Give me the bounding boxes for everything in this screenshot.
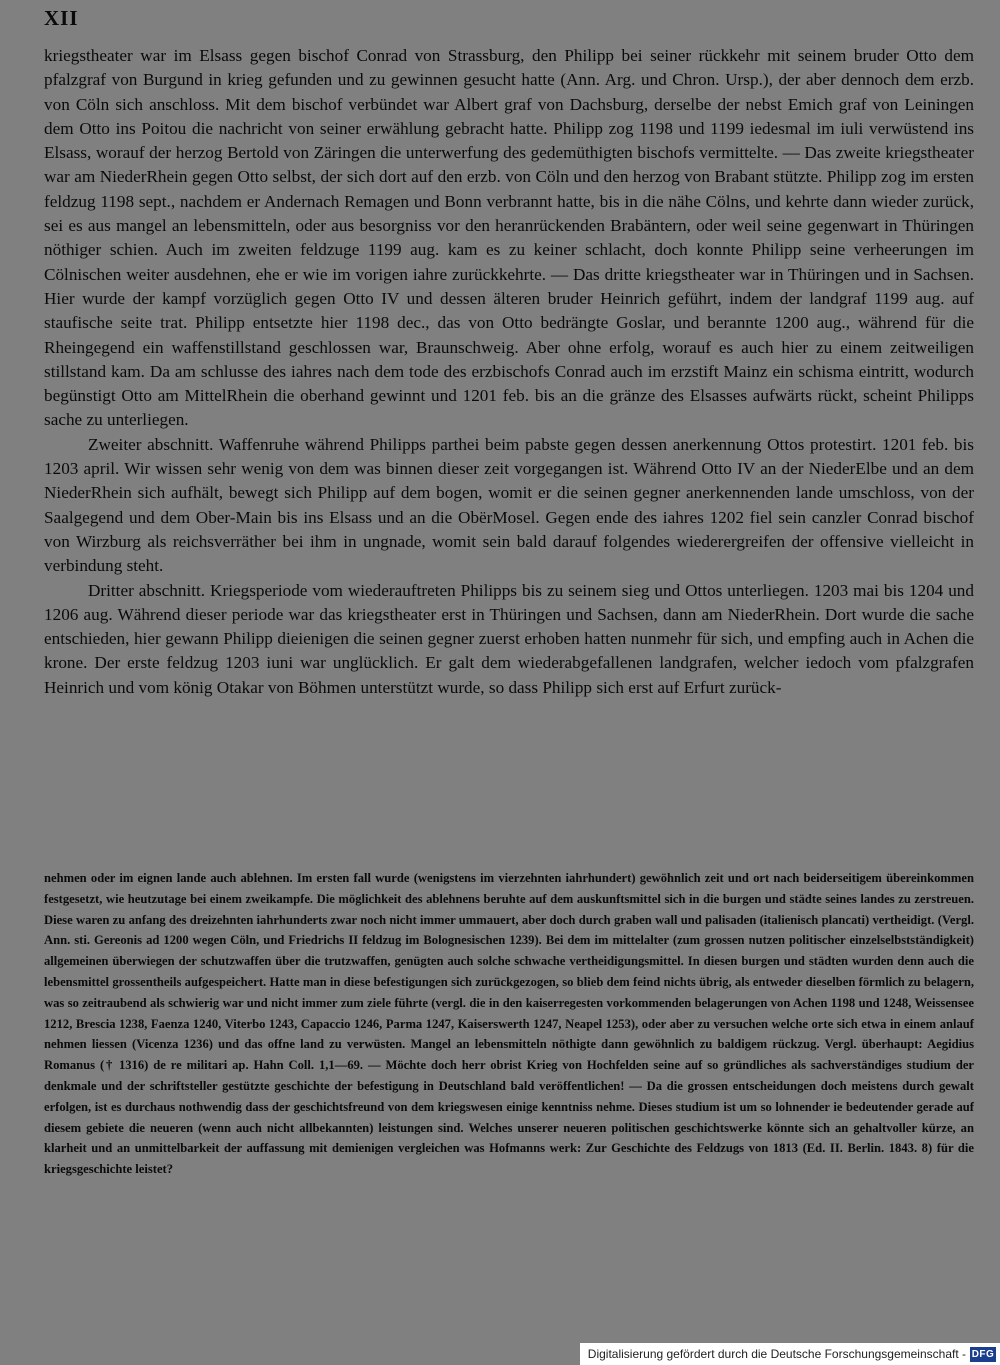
paragraph-1: kriegstheater war im Elsass gegen bischof Conrad von Strassburg, den Philipp bei seiner rückkehr mit seinem bruder Otto dem pfalzgraf von Burgund in krieg gefunden und zu gewinnen gesucht hatte (Ann. Arg. und Chron. Ursp.), der aber dennoch dem erzb. von Cöln sich anschloss. Mit dem bischof verbündet war Albert graf von Dachsburg, derselbe der nebst Emich graf von Leiningen dem Otto ins Poitou die nachricht von seiner erwählung gebracht hatte. Philipp zog 1198 und 1199 iedesmal im iuli verwüstend ins Elsass, worauf der herzog Bertold von Zäringen die unterwerfung des gedemüthigten bischofs vermittelte. — Das zweite kriegstheater war am NiederRhein gegen Otto selbst, der sich dort auf den erzb. von Cöln und den herzog von Brabant stützte. Philipp zog im ersten feldzug 1198 sept., nachdem er Andernach Remagen und Bonn verbrannt hatte, bis in die nähe Cölns, und kehrte dann wieder zurück, sei es aus mangel an lebensmitteln, oder aus besorgniss vor den heranrückenden Brabäntern, oder weil seine gegenwart in Thüringen nöthiger schien. Auch im zweiten feldzuge 1199 aug. kam es zu keiner schlacht, doch konnte Philipp seine verheerungen im Cölnischen weiter ausdehnen, ehe er wie im vorigen iahre zurückkehrte. — Das dritte kriegstheater war in Thüringen und in Sachsen. Hier wurde der kampf vorzüglich gegen Otto IV und dessen älteren bruder Heinrich geführt, indem der landgraf 1199 aug. auf staufische seite trat. Philipp entsetzte hier 1198 dec., das von Otto bedrängte Goslar, und berannte 1200 aug., während für die Rheingegend ein waffenstillstand geschlossen war, Braunschweig. Aber ohne erfolg, worauf es auch hier zu einem zeitweiligen stillstand kam. Da am schlusse des iahres nach dem tode des erzbischofs Conrad auch im erzstift Mainz ein schisma eintritt, wodurch begünstigt Otto am MittelRhein die oberhand gewinnt und 1201 feb. bis an die gränze des Elsasses aufwärts rückt, scheint Philipps sache zu unterliegen.: [44, 46, 974, 430]
paragraph-2: Zweiter abschnitt. Waffenruhe während Philipps parthei beim pabste gegen dessen anerkennung Ottos protestirt. 1201 feb. bis 1203 april. Wir wissen sehr wenig von dem was binnen dieser zeit vorgegangen ist. Während Otto IV an der NiederElbe und an dem NiederRhein sich aufhält, bewegt sich Philipp auf dem bogen, womit er die seinen gegner anerkennenden lande umschloss, von der Saalgegend und dem Ober-Main bis ins Elsass und an die ObërMosel. Gegen ende des iahres 1202 fiel sein canzler Conrad bischof von Wirzburg als reichsverräther bei ihm in ungnade, womit sein bald darauf folgendes wiederergreifen der offensive vielleicht in verbindung steht.: [44, 434, 974, 576]
digitization-credit: [580, 1343, 1000, 1365]
dfg-logo-icon: DFG: [971, 1348, 995, 1360]
main-text: [44, 44, 974, 700]
credit-text: Digitalisierung gefördert durch die Deutsche Forschungsgemeinschaft -: [587, 1347, 966, 1361]
page-number: XII: [44, 6, 79, 30]
paragraph-3: Dritter abschnitt. Kriegsperiode vom wiederauftreten Philipps bis zu seinem sieg und Ottos unterliegen. 1203 mai bis 1204 und 1206 aug. Während dieser periode war das kriegstheater erst in Thüringen und Sachsen, dann am NiederRhein. Dort wurde die sache entschieden, hier gewann Philipp dieienigen die seinen gegner zuerst erhoben hatten nunmehr für sich, und empfing auch in Achen die krone. Der erste feldzug 1203 iuni war unglücklich. Er galt dem wiederabgefallenen landgrafen, welcher iedoch vom pfalzgrafen Heinrich und vom könig Otakar von Böhmen unterstützt wurde, so dass Philipp sich erst auf Erfurt zurück-: [44, 580, 974, 697]
footnote-text: nehmen oder im eignen lande auch ablehnen. Im ersten fall wurde (wenigstens im vierzehnten iahrhundert) gewöhnlich zeit und ort nach beiderseitigem übereinkommen festgesetzt, wie heutzutage bei einem zweikampfe. Die möglichkeit des ablehnens beruhte auf dem auskunftsmittel sich in die burgen und städte seines landes zu zerstreuen. Diese waren zu anfang des dreizehnten iahrhunderts zwar noch nicht immer ummauert, aber doch durch graben wall und palisaden (italienisch plancati) vertheidigt. (Vergl. Ann. sti. Gereonis ad 1200 wegen Cöln, und Friedrichs II feldzug im Bolognesischen 1239). Bei dem im mittelalter (zum grossen nutzen politischer einzelselbstständigkeit) allgemeinen überwiegen der schutzwaffen über die trutzwaffen, genügten auch solche schwache vertheidigungsmittel. In diesen burgen und städten wurden denn auch die lebensmittel grossentheils aufgespeichert. Hatte man in diese befestigungen sich zurückgezogen, so blieb dem feind nichts übrig, als entweder dieselben förmlich zu belagern, was so zeitraubend als schwierig war und nicht immer zum ziele führte (vergl. die in den kaiserregesten vorkommenden belagerungen von Achen 1198 und 1248, Weissensee 1212, Brescia 1238, Faenza 1240, Viterbo 1243, Capaccio 1246, Parma 1247, Kaiserswerth 1247, Neapel 1253), oder aber zu versuchen welche orte sich etwa in einem anlauf nehmen liessen (Vicenza 1236) und das offne land zu verwüsten. Mangel an lebensmitteln nöthigte dann gewöhnlich zu baldigem rückzug. Vergl. überhaupt: Aegidius Romanus († 1316) de re militari ap. Hahn Coll. 1,1—69. — Möchte doch herr obrist Krieg von Hochfelden seine auf so gründliches als sachverständiges studium der denkmale und der schriftsteller gestützte geschichte der befestigung in Deutschland bald veröffentlichen! — Da die grossen entscheidungen doch meistens durch gewalt erfolgen, ist es durchaus nothwendig dass der geschichtsfreund von dem kriegswesen einige kenntniss nehme. Dieses studium ist um so lohnender ie bedeutender gerade auf diesem gebiete die neueren (wenn auch nicht allbekannten) leistungen sind. Welches unserer neueren politischen geschichtswerke könnte sich an gehaltvoller kürze, an klarheit und an unmittelbarkeit der auffassung mit demienigen vergleichen was Hofmanns werk: Zur Geschichte des Feldzugs von 1813 (Ed. II. Berlin. 1843. 8) für die kriegsgeschichte leistet?: [44, 871, 974, 1177]
footnote: [44, 868, 974, 1180]
